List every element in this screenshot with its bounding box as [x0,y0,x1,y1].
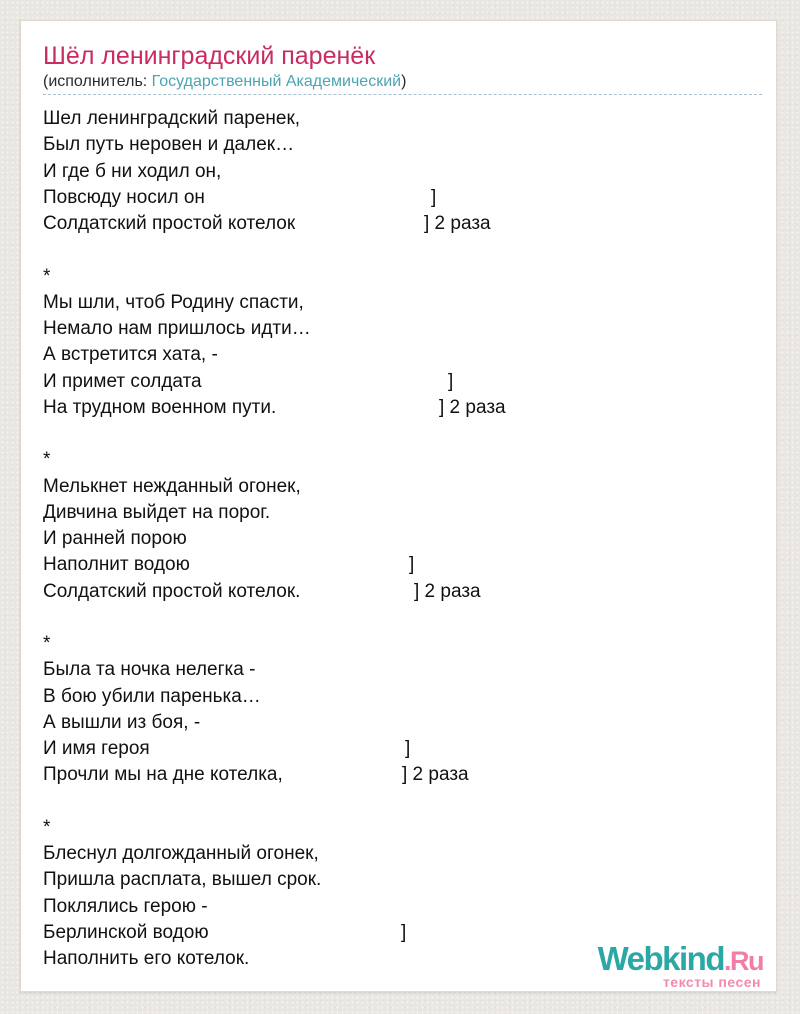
artist-link[interactable]: Государственный Академический [151,73,402,90]
lyric-line-text: Солдатский простой котелок. [43,580,301,602]
webkind-logo-tagline: тексты песен [662,974,761,990]
lyric-line-text: Наполнить его котелок. [43,948,250,969]
artist-line [43,71,762,95]
webkind-logo-domain: .Ru [724,946,763,976]
lyric-line-text: * [43,633,51,654]
lyrics-text [43,106,756,972]
lyrics-card [20,20,777,992]
lyric-line [43,657,756,683]
lyric-line [43,237,756,263]
lyric-line-text: И где б ни ходил он, [43,160,222,182]
repeat-bracket: ] 2 раза [402,764,469,786]
lyric-line-text: Наполнит водою [43,554,190,576]
lyric-line [43,447,756,473]
lyric-line-text: * [43,816,51,838]
lyric-line-text: И ранней порою [43,528,187,549]
lyric-line-text: Дивчина выйдет на порог. [43,501,271,523]
lyric-line-text: Поклялись герою - [43,895,208,917]
lyric-line-text: * [43,449,51,471]
lyric-line-text: Берлинской водою [43,921,209,943]
lyric-line [43,474,756,500]
lyric-line-text: Немало нам пришлось идти… [43,318,311,339]
lyric-line-text: Солдатский простой котелок [43,213,296,234]
lyric-line [43,316,756,342]
webkind-logo[interactable] [598,942,763,989]
lyric-line [43,211,756,237]
lyric-line-text: И имя героя [43,738,150,759]
lyric-line [43,867,756,893]
lyric-line [43,710,756,736]
lyric-line [43,894,756,920]
repeat-bracket: ] [405,738,411,759]
repeat-bracket: ] 2 раза [414,580,481,602]
lyric-line [43,815,756,841]
repeat-bracket: ] [409,554,415,576]
artist-label: (исполнитель: [43,73,152,90]
lyric-line [43,841,756,867]
lyric-line [43,159,756,185]
lyric-line [43,736,756,762]
lyric-line [43,631,756,657]
lyric-line [43,185,756,211]
lyric-line [43,526,756,552]
repeat-bracket: ] 2 раза [439,396,506,418]
lyric-line [43,369,756,395]
lyric-line [43,132,756,158]
lyric-line [43,579,756,605]
lyric-line-text: Прочли мы на дне котелка, [43,764,283,786]
lyric-line [43,395,756,421]
lyric-line-text: Шел ленинградский паренек, [43,108,301,129]
repeat-bracket: ] 2 раза [424,213,491,234]
webkind-wordmark [598,942,763,978]
webkind-logo-text: Webkind [597,940,724,977]
lyric-line [43,342,756,368]
lyric-line-text: А вышли из боя, - [43,711,201,733]
lyric-line-text: Повсюду носил он [43,186,205,208]
lyric-line-text: А встретится хата, - [43,344,218,366]
lyric-line-text: Пришла расплата, вышел срок. [43,869,322,891]
repeat-bracket: ] [431,186,437,208]
lyric-line-text: Был путь неровен и далек… [43,134,295,156]
repeat-bracket: ] [448,370,454,392]
lyric-line [43,264,756,290]
lyric-line [43,684,756,710]
lyric-line [43,421,756,447]
lyric-line [43,552,756,578]
lyric-line-text: Была та ночка нелегка - [43,659,256,681]
page-title: Шёл ленинградский паренёк [43,42,376,70]
lyric-line [43,290,756,316]
lyric-line [43,500,756,526]
lyric-line-text: * [43,265,51,287]
lyric-line [43,762,756,788]
artist-label-suffix: ) [401,73,407,90]
repeat-bracket: ] [401,921,407,943]
lyric-line-text: Блеснул долгожданный огонек, [43,843,319,864]
lyric-line [43,106,756,132]
lyric-line-text: Мелькнет нежданный огонек, [43,475,301,497]
lyric-line-text: И примет солдата [43,370,202,392]
lyric-line [43,789,756,815]
lyric-line-text: В бою убили паренька… [43,685,261,707]
lyric-line [43,605,756,631]
card-content [21,21,776,972]
lyric-line-text: На трудном военном пути. [43,396,277,418]
lyric-line-text: Мы шли, чтоб Родину спасти, [43,291,304,313]
